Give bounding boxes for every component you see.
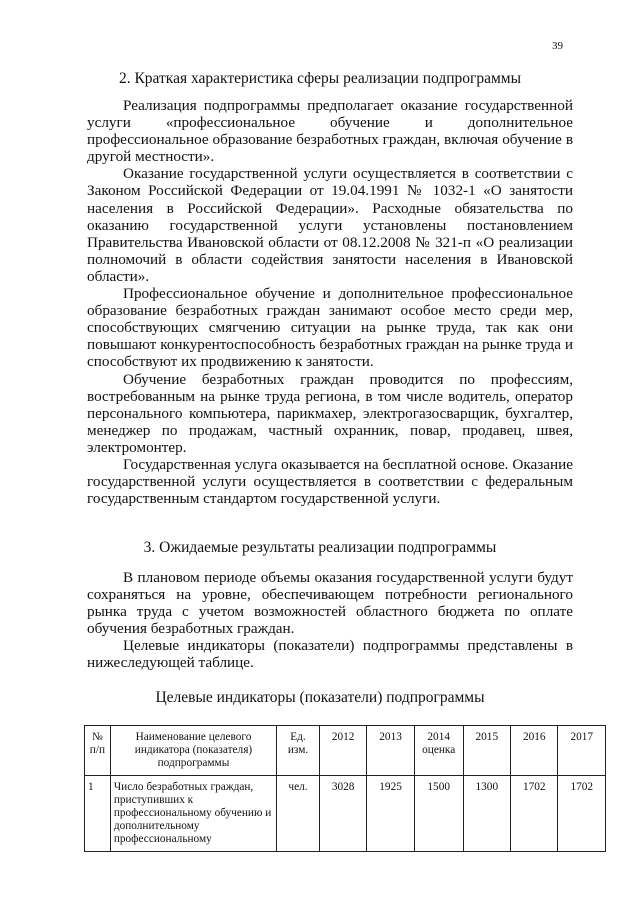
header-unit: Ед. изм. [277,726,320,776]
section-3-heading: 3. Ожидаемые результаты реализации подпрограммы [143,539,497,556]
header-2014: 2014 оценка [414,726,463,776]
paragraph: В плановом периоде объемы оказания государственной услуги будут сохраняться на уровне, обеспечивающем потребности регионального рынка труда с учетом возможностей областного бюджета по оплате обучения безработных граждан. [87,569,573,638]
cell-unit: чел. [277,776,320,852]
table-caption: Целевые индикаторы (показатели) подпрограммы [155,689,485,706]
paragraph: Реализация подпрограммы предполагает оказание государственной услуги «профессиональное обучение и дополнительное профессиональное образование безработных граждан, включая обучение в другой местности». [87,97,573,166]
header-num: № п/п [85,726,111,776]
cell-2016: 1702 [511,776,558,852]
paragraph: Оказание государственной услуги осуществляется в соответствии с Законом Российской Федерации от 19.04.1991 № 1032-1 «О занятости населения в Российской Федерации». Расходные обязательства по оказанию государственной услуги установлены постановлением Правительства Ивановской области от 08.12.2008 № 321-п «О реализации полномочий в области содействия занятости населения в Ивановской области». [87,165,573,285]
cell-2013: 1925 [367,776,414,852]
header-2017: 2017 [558,726,606,776]
paragraph: Обучение безработных граждан проводится по профессиям, востребованным на рынке труда региона, в том числе водитель, оператор персонального компьютера, парикмахер, электрогазосварщик, бухгалтер, менеджер по продажам, частный охранник, повар, продавец, швея, электромонтер. [87,370,573,456]
header-name: Наименование целевого индикатора (показателя) подпрограммы [110,726,276,776]
section-2-heading: 2. Краткая характеристика сферы реализации подпрограммы [118,70,522,87]
cell-name: Число безработных граждан, приступивших к профессиональному обучению и дополнительному профессиональному [110,776,276,852]
table-header-row [85,726,606,776]
cell-2017: 1702 [558,776,606,852]
header-2016: 2016 [511,726,558,776]
header-2012: 2012 [319,726,366,776]
section-3-body [87,569,573,672]
page-number: 39 [552,40,563,52]
paragraph: Целевые индикаторы (показатели) подпрограммы представлены в нижеследующей таблице. [87,637,573,672]
section-2-body [87,97,573,507]
cell-2015: 1300 [463,776,510,852]
paragraph: Государственная услуга оказывается на бесплатной основе. Оказание государственной услуги осуществляется в соответствии с федеральным государственным стандартом государственной услуги. [87,455,573,508]
indicators-table [84,725,606,852]
header-2015: 2015 [463,726,510,776]
cell-2014: 1500 [414,776,463,852]
header-2013: 2013 [367,726,414,776]
cell-2012: 3028 [319,776,366,852]
table-row [85,776,606,852]
paragraph: Профессиональное обучение и дополнительное профессиональное образование безработных граждан занимают особое место среди мер, способствующих смягчению ситуации на рынке труда, так как они повышают конкурентоспособность безработных граждан на рынке труда и способствуют их продвижению к занятости. [87,285,573,371]
cell-num: 1 [85,776,111,852]
